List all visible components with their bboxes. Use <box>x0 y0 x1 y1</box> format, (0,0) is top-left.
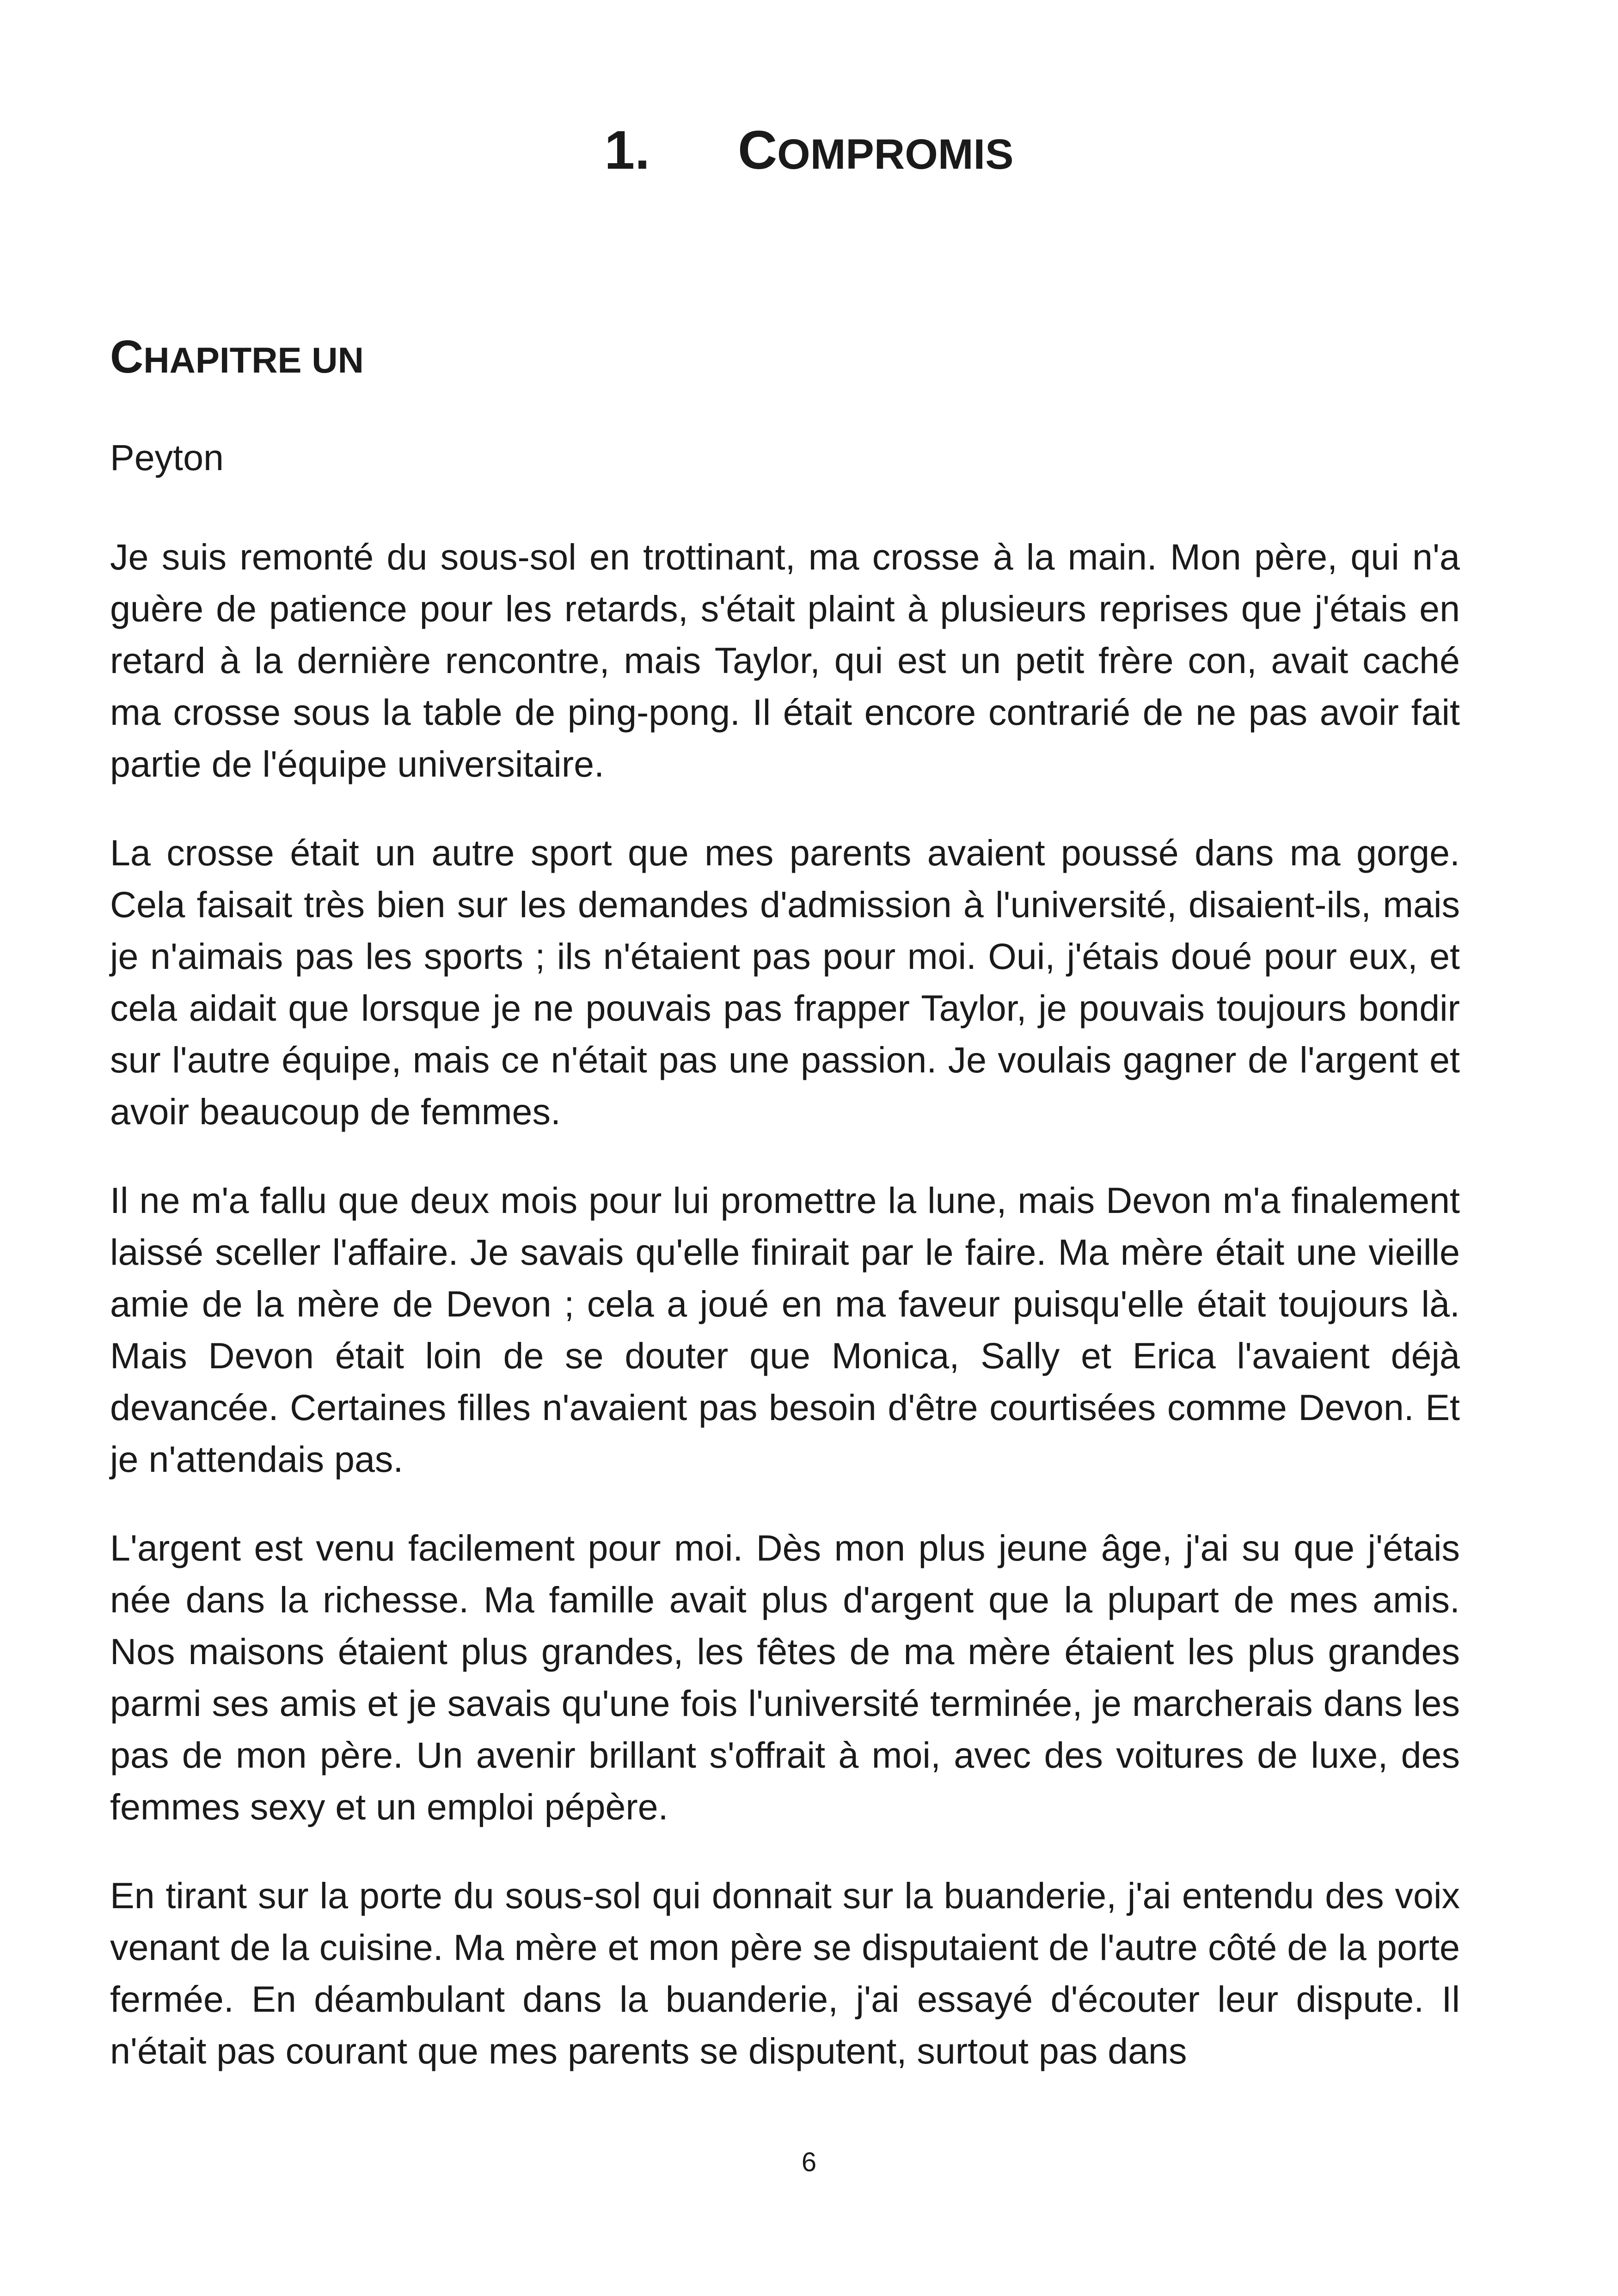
paragraph: Il ne m'a fallu que deux mois pour lui promettre la lune, mais Devon m'a finalement laissé sceller l'affaire. Je savais qu'elle finirait par le faire. Ma mère était une vieille amie de la mère de Devon ; cela a joué en ma faveur puisqu'elle était toujours là. Mais Devon était loin de se douter que Monica, Sally et Erica l'avaient déjà devancée. Certaines filles n'avaient pas besoin d'être courtisées comme Devon. Et je n'attendais pas. <box>110 1180 1460 1480</box>
part-title-initial: C <box>737 120 778 181</box>
paragraph: L'argent est venu facilement pour moi. Dès mon plus jeune âge, j'ai su que j'étais née dans la richesse. Ma famille avait plus d'argent que la plupart de mes amis. Nos maisons étaient plus grandes, les fêtes de ma mère étaient les plus grandes parmi ses amis et je savais qu'une fois l'université terminée, je marcherais dans les pas de mon père. Un avenir brillant s'offrait à moi, avec des voitures de luxe, des femmes sexy et un emploi pépère. <box>110 1527 1460 1827</box>
part-title-rest: OMPROMIS <box>777 130 1014 178</box>
paragraph: La crosse était un autre sport que mes parents avaient poussé dans ma gorge. Cela faisait très bien sur les demandes d'admission à l'université, disaient-ils, mais je n'aimais pas les sports ; ils n'étaient pas pour moi. Oui, j'étais doué pour eux, et cela aidait que lorsque je ne pouvais pas frapper Taylor, je pouvais toujours bondir sur l'autre équipe, mais ce n'était pas une passion. Je voulais gagner de l'argent et avoir beaucoup de femmes. <box>110 832 1460 1132</box>
paragraph: En tirant sur la porte du sous-sol qui donnait sur la buanderie, j'ai entendu des voix venant de la cuisine. Ma mère et mon père se disputaient de l'autre côté de la porte fermée. En déambulant dans la buanderie, j'ai essayé d'écouter leur dispute. Il n'était pas courant que mes parents se disputent, surtout pas dans <box>110 1875 1460 2071</box>
part-title <box>0 118 1618 184</box>
narrator-name: Peyton <box>110 437 224 478</box>
body-text <box>110 439 1460 2114</box>
paragraph: Je suis remonté du sous-sol en trottinant, ma crosse à la main. Mon père, qui n'a guère de patience pour les retards, s'était plaint à plusieurs reprises que j'étais en retard à la dernière rencontre, mais Taylor, qui est un petit frère con, avait caché ma crosse sous la table de ping-pong. Il était encore contrarié de ne pas avoir fait partie de l'équipe universitaire. <box>110 536 1460 784</box>
chapter-title-rest: HAPITRE UN <box>143 340 364 380</box>
chapter-title <box>110 329 364 385</box>
part-number: 1. <box>604 120 650 181</box>
page-number: 6 <box>801 2147 817 2177</box>
chapter-title-initial: C <box>110 331 144 383</box>
